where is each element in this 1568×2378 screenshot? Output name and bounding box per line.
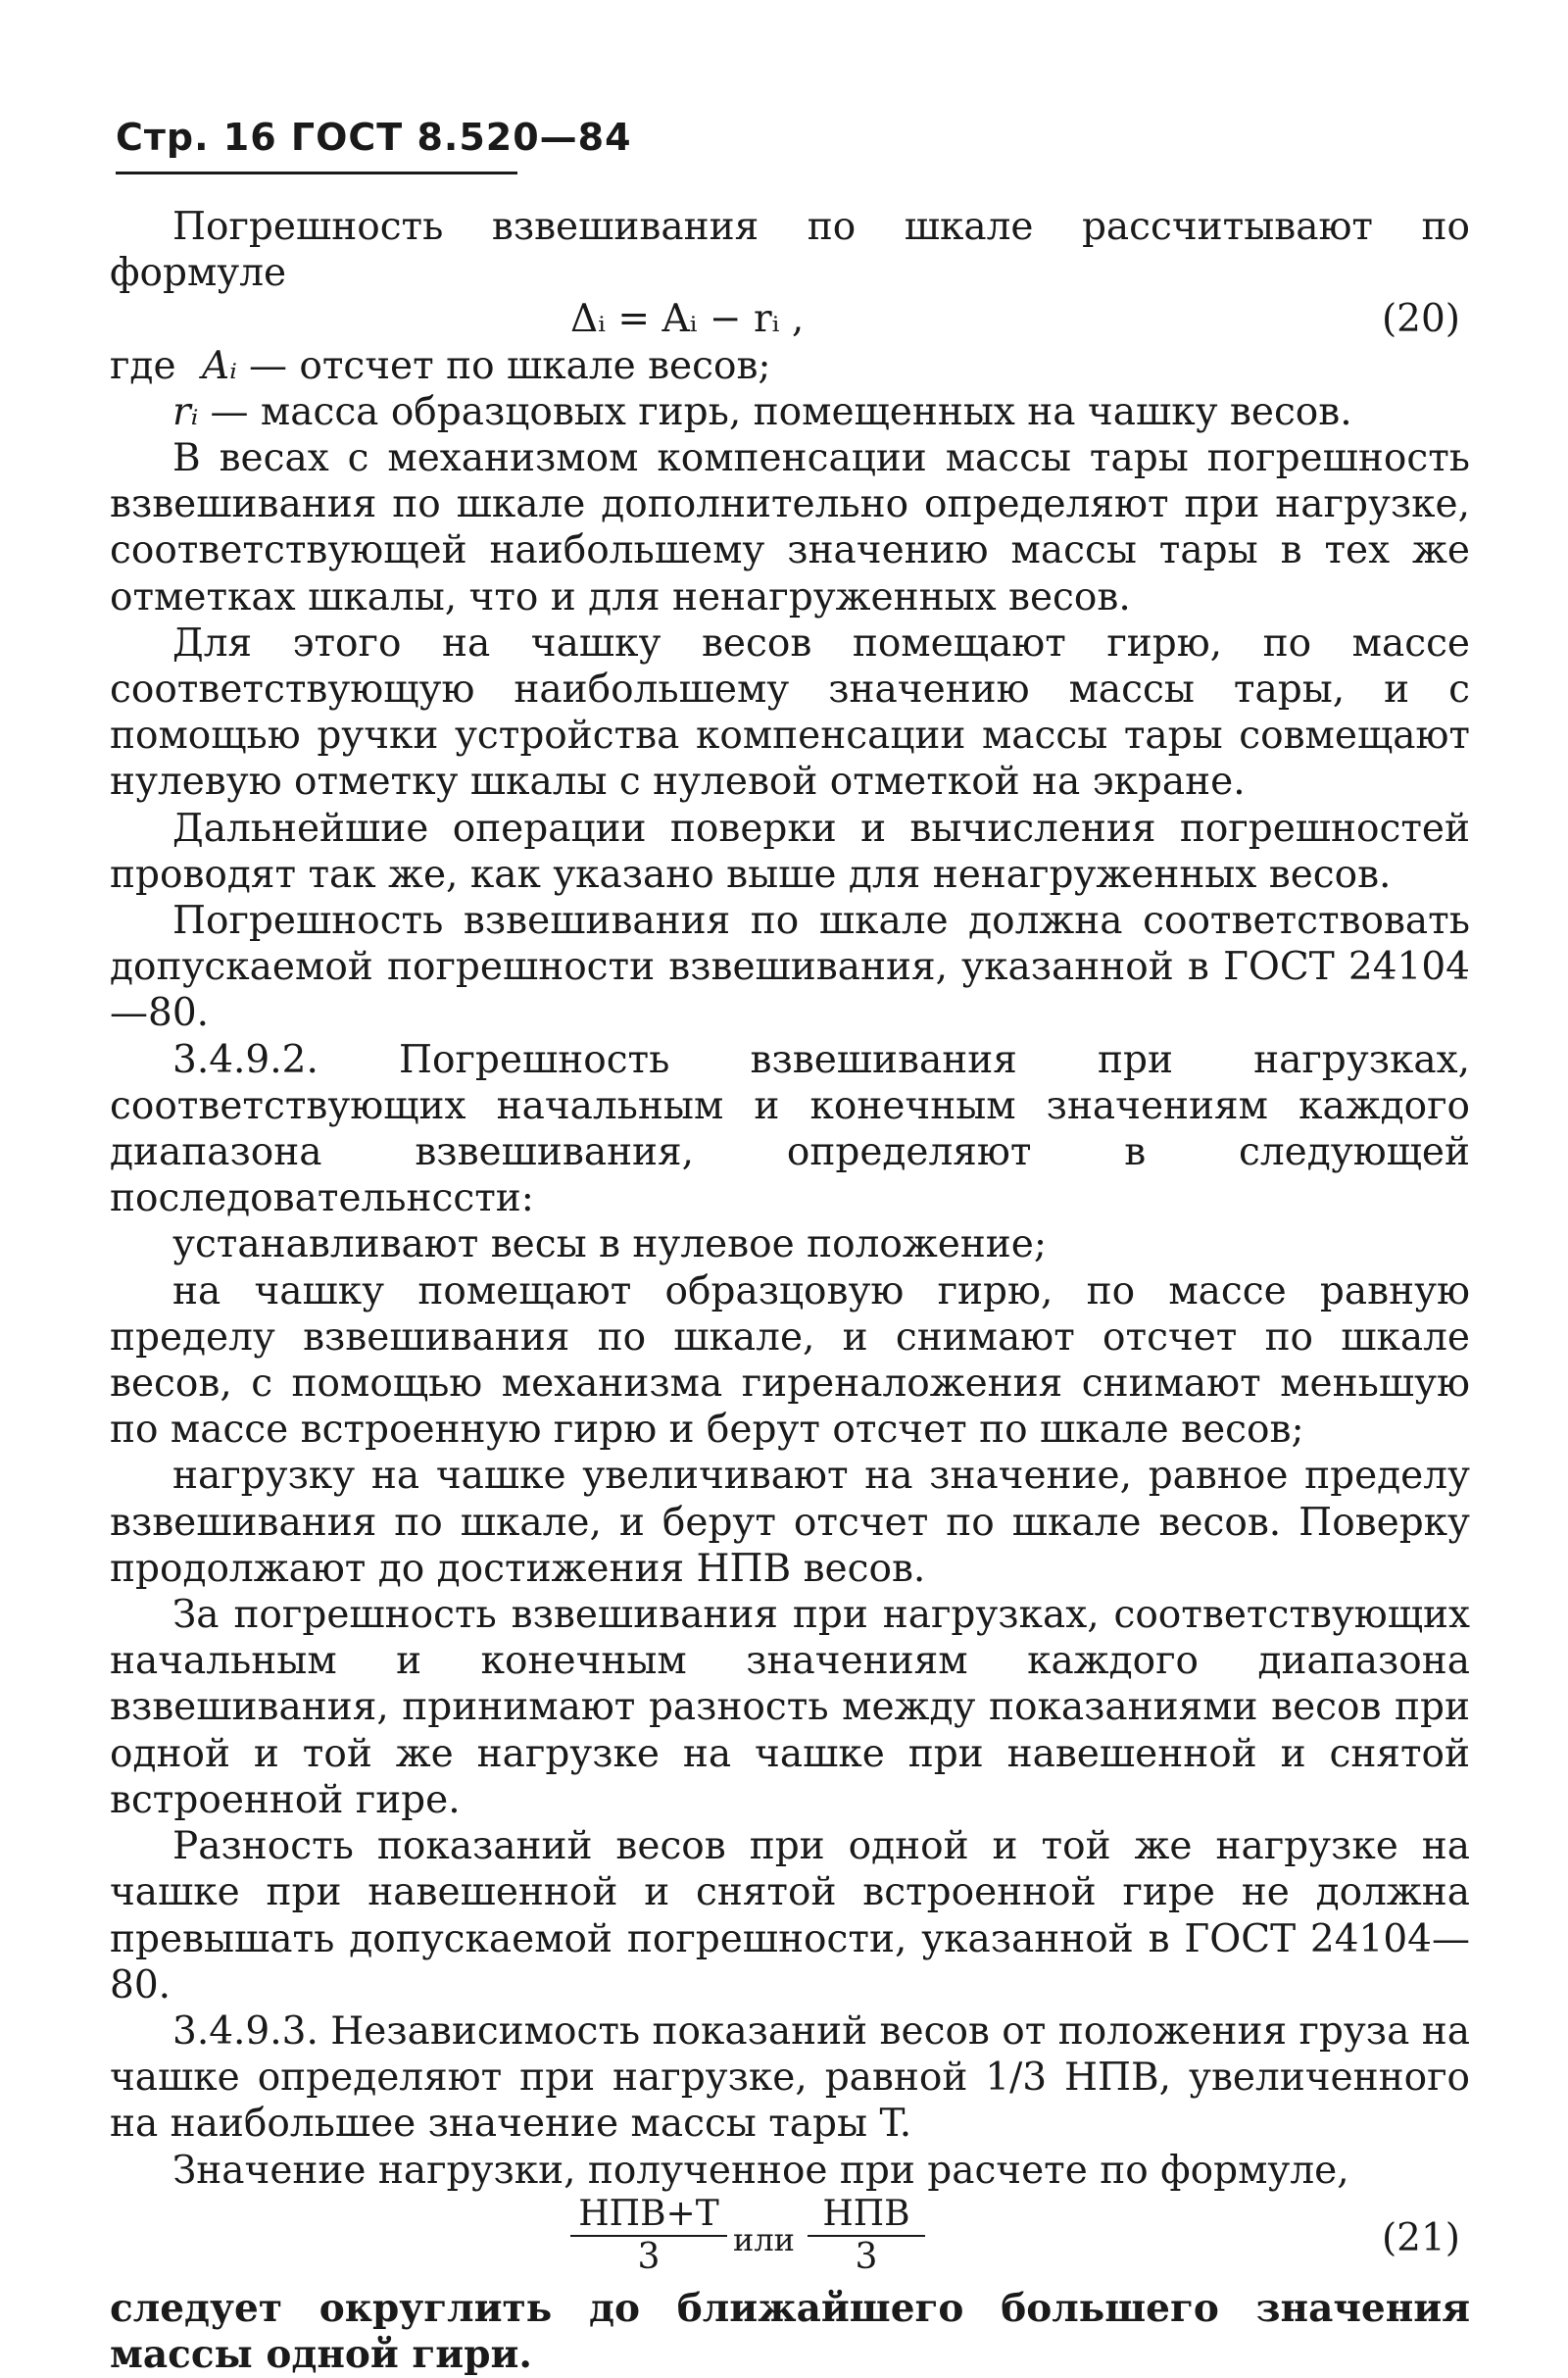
- paragraph: 3.4.9.2. Погрешность взвешивания при нагрузках, соответствующих начальным и конечным значениям каждого диапазона взвешивания, определяют в следующей последовательнсcти:: [110, 1037, 1470, 1221]
- formula-number: (20): [1381, 297, 1460, 342]
- fraction-numerator: НПВ: [822, 2193, 910, 2234]
- document-body: [110, 204, 1470, 2378]
- formula-20: [110, 296, 1470, 342]
- symbol-a: Aᵢ: [201, 343, 237, 388]
- paragraph: нагрузку на чашке увеличивают на значение, равное пределу взвешивания по шкале, и берут отсчет по шкале весов. Поверку продолжают до достижения НПВ весов.: [110, 1454, 1470, 1591]
- where-definition-a: [110, 343, 1470, 389]
- header-rule: [116, 172, 517, 174]
- paragraph: устанавливают весы в нулевое положение;: [172, 1222, 1047, 1267]
- paragraph: Погрешность взвешивания по шкале рассчитывают по формуле: [110, 205, 1470, 296]
- paragraph: Для этого на чашку весов помещают гирю, по массе соответствующую наибольшему значению массы тары, и с помощью ручки устройства компенсации массы тары совмещают нулевую отметку шкалы с нулевой отметкой на экране.: [110, 620, 1470, 805]
- symbol-r: rᵢ: [172, 389, 199, 434]
- paragraph: Дальнейшие операции поверки и вычисления погрешностей проводят так же, как указано выше для ненагруженных весов.: [110, 806, 1470, 897]
- paragraph: За погрешность взвешивания при нагрузках, соответствующих начальным и конечным значениям каждого диапазона взвешивания, принимают разность между показаниями весов при одной и той же нагрузке на чашке при навешенной и снятой встроенной гире.: [110, 1593, 1470, 1822]
- paragraph: на чашку помещают образцовую гирю, по массе равную пределу взвешивания по шкале, и снимают отсчет по шкале весов, с помощью механизма гиреналожения снимают меньшую по массе встроенную гирю и берут отсчет по шкале весов;: [110, 1268, 1470, 1453]
- paragraph: 3.4.9.3. Независимость показаний весов от положения груза на чашке определяют при нагрузке, равной 1/3 НПВ, увеличенного на наибольшее значение массы тары T.: [110, 2008, 1470, 2147]
- where-definition-r: [110, 389, 1470, 435]
- fraction-denominator: 3: [855, 2236, 878, 2277]
- formula-or: или: [733, 2220, 795, 2258]
- paragraph: Значение нагрузки, полученное при расчете по формуле,: [172, 2148, 1349, 2193]
- paragraph: Погрешность взвешивания по шкале должна соответствовать допускаемой погрешности взвешивания, указанной в ГОСТ 24104—80.: [110, 899, 1470, 1036]
- fraction-numerator: НПВ+Т: [578, 2193, 719, 2234]
- page-header: Стр. 16 ГОСТ 8.520—84: [116, 116, 632, 159]
- paragraph: Разность показаний весов при одной и той же нагрузке на чашке при навешенной и снятой встроенной гире не должна превышать допускаемой погрешности, указанной в ГОСТ 24104—80.: [110, 1824, 1470, 2007]
- paragraph: следует округлить до ближайшего большего значения массы одной гири.: [110, 2285, 1470, 2377]
- fraction-npv-plus-t: [570, 2194, 727, 2278]
- definition-text: — масса образцовых гирь, помещенных на чашку весов.: [210, 389, 1352, 434]
- where-prefix: где: [110, 343, 176, 388]
- where-block: [110, 343, 1470, 435]
- paragraph: В весах с механизмом компенсации массы тары погрешность взвешивания по шкале дополнительно определяют при нагрузке, соответствующей наибольшему значению массы тары в тех же отметках шкалы, что и для ненагруженных весов.: [110, 436, 1470, 619]
- formula-expression: Δᵢ = Aᵢ − rᵢ ,: [570, 297, 805, 342]
- formula-21: [110, 2194, 1470, 2286]
- fraction-denominator: 3: [637, 2236, 661, 2277]
- definition-text: — отсчет по шкале весов;: [248, 343, 771, 388]
- fraction-npv: [808, 2194, 925, 2278]
- formula-number: (21): [1381, 2215, 1460, 2260]
